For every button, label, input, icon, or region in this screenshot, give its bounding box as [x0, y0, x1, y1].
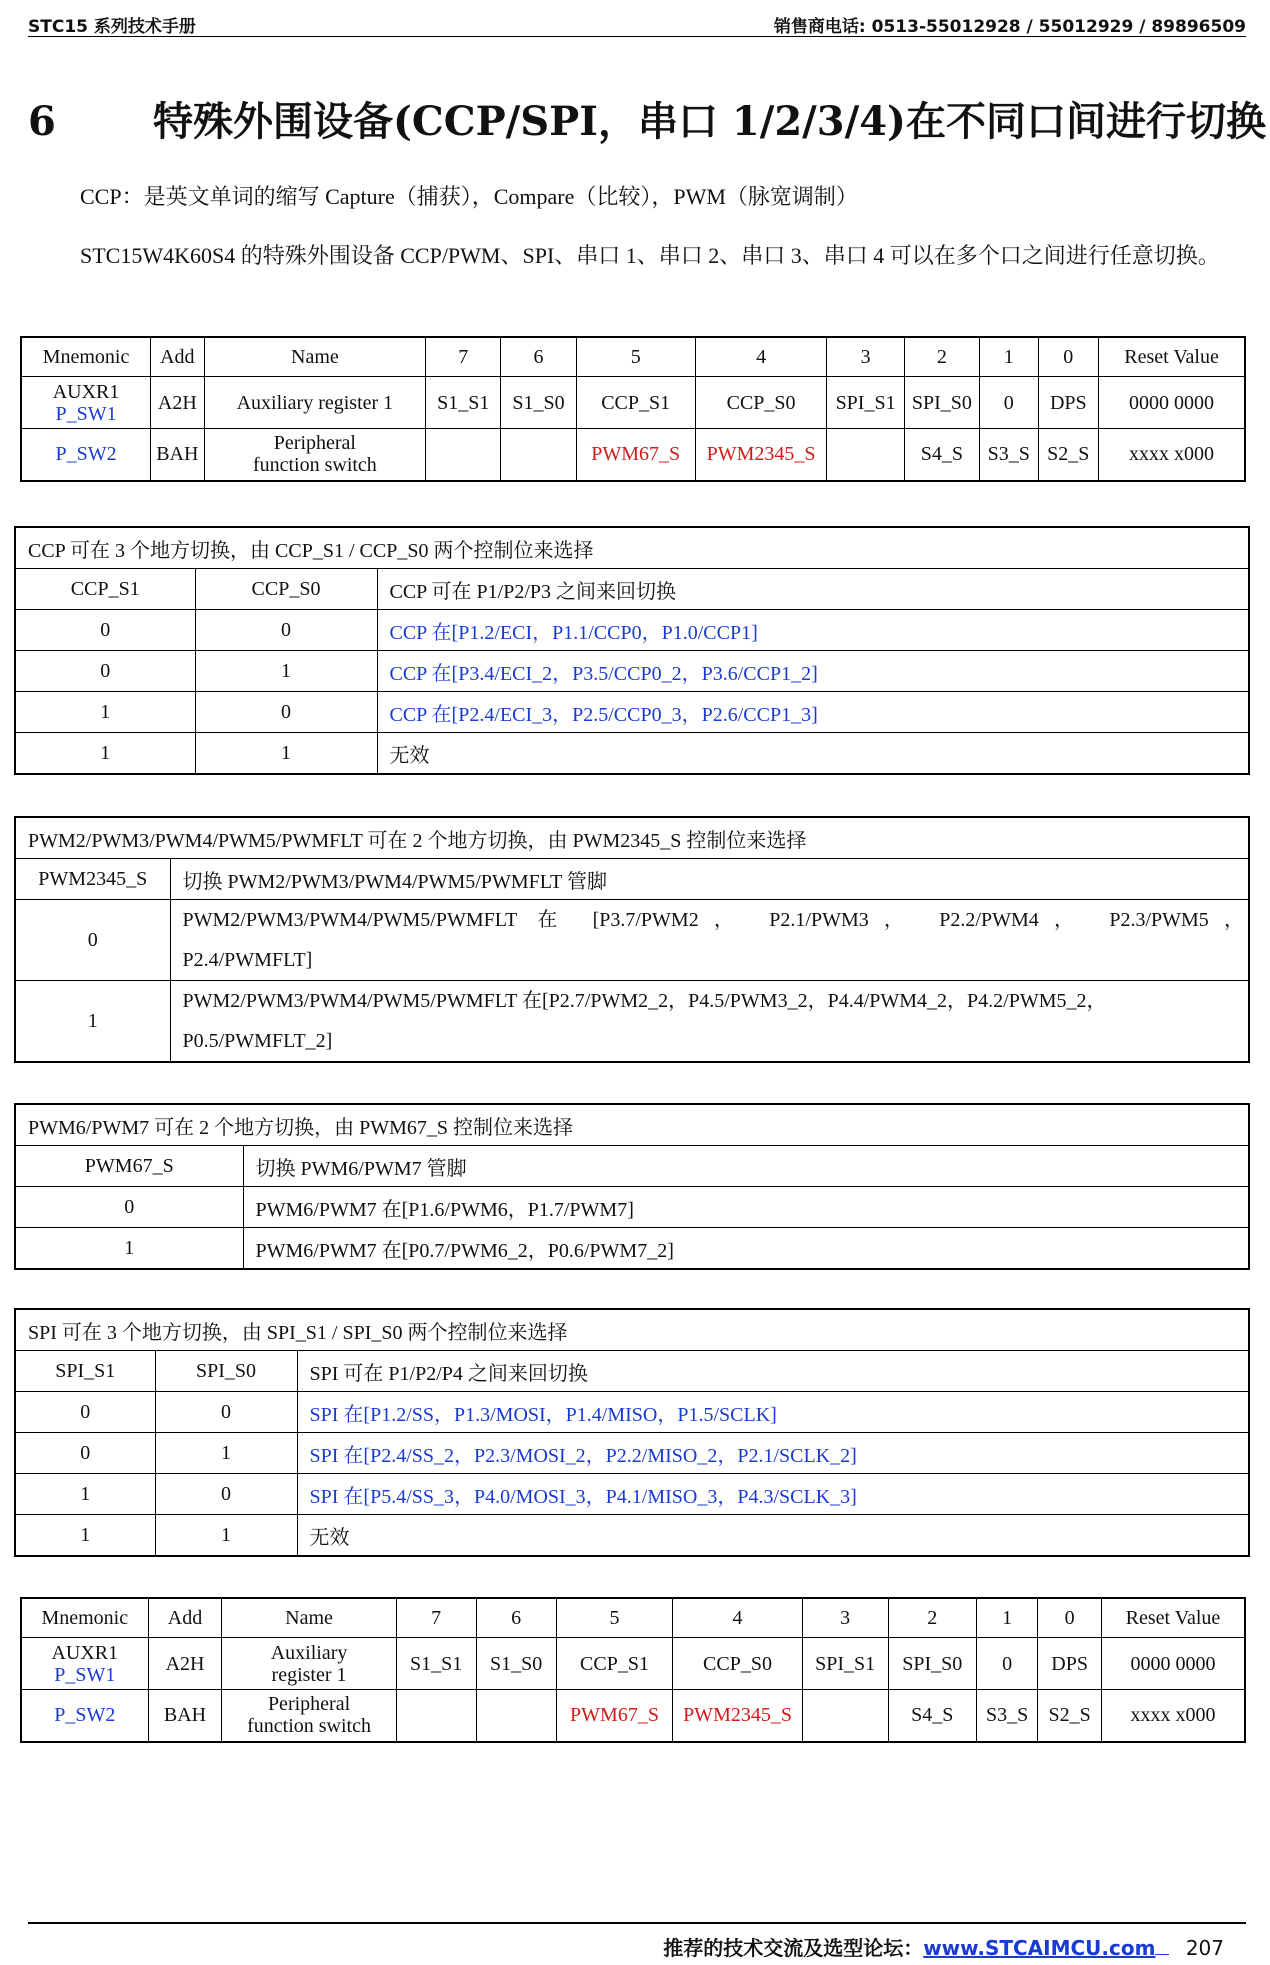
cell: 0 [195, 610, 377, 651]
bit-cell: 0 [976, 1638, 1038, 1690]
cell: PWM6/PWM7 在[P1.6/PWM6，P1.7/PWM7] [243, 1187, 1249, 1228]
col-name: Name [222, 1598, 396, 1638]
bit-cell: S4_S [904, 429, 979, 481]
address-cell: BAH [148, 1690, 222, 1742]
bit-cell: S1_S1 [396, 1638, 476, 1690]
address-cell: BAH [151, 429, 205, 481]
address-cell: A2H [148, 1638, 222, 1690]
reset-cell: xxxx x000 [1099, 429, 1245, 481]
bit-cell [501, 429, 576, 481]
bit-cell: CCP_S1 [576, 377, 695, 429]
cell: 无效 [377, 733, 1249, 775]
mnemonic-cell [21, 377, 151, 429]
cell: 1 [15, 1228, 243, 1270]
address-cell: A2H [151, 377, 205, 429]
col-reset: Reset Value [1099, 337, 1245, 377]
pin-line: PWM2/PWM3/PWM4/PWM5/PWMFLT 在[P2.7/PWM2_2，P4.5/PWM3_2，P4.4/PWM4_2，P4.2/PWM5_2， [182, 990, 1107, 1012]
header-cell: 切换 PWM2/PWM3/PWM4/PWM5/PWMFLT 管脚 [170, 859, 1249, 900]
bit-cell: SPI_S0 [888, 1638, 976, 1690]
col-name: Name [204, 337, 426, 377]
page-header [28, 10, 1246, 37]
cell: 0 [155, 1474, 297, 1515]
register-row-p-sw2 [21, 1690, 1245, 1742]
forum-link[interactable]: www.STCAIMCU.com [923, 1936, 1156, 1960]
bit-cell: CCP_S0 [673, 1638, 802, 1690]
mnemonic-p-sw1: P_SW1 [55, 402, 117, 425]
pwm2345-switch-table [14, 816, 1250, 1063]
name-line: Peripheral [273, 432, 356, 455]
col-add: Add [151, 337, 205, 377]
table-caption: CCP 可在 3 个地方切换，由 CCP_S1 / CCP_S0 两个控制位来选择 [15, 527, 1249, 569]
col-bit5: 5 [576, 337, 695, 377]
register-header-row [21, 337, 1245, 377]
register-row-auxr1 [21, 377, 1245, 429]
cell: 1 [15, 1515, 155, 1557]
bit-cell [802, 1690, 888, 1742]
manual-title: STC15 系列技术手册 [28, 17, 196, 37]
table-header-row [15, 569, 1249, 610]
bit-cell [476, 1690, 556, 1742]
col-bit0: 0 [1038, 337, 1099, 377]
bit-cell: DPS [1038, 1638, 1102, 1690]
reset-cell: xxxx x000 [1101, 1690, 1245, 1742]
section-number: 6 [28, 98, 56, 145]
header-cell: CCP 可在 P1/P2/P3 之间来回切换 [377, 569, 1249, 610]
header-cell: CCP_S0 [195, 569, 377, 610]
col-bit6: 6 [501, 337, 576, 377]
register-row-auxr1 [21, 1638, 1245, 1690]
cell: SPI 在[P2.4/SS_2，P2.3/MOSI_2，P2.2/MISO_2，P2.1/SCLK_2] [297, 1433, 1249, 1474]
col-bit3: 3 [802, 1598, 888, 1638]
cell: CCP 在[P1.2/ECI，P1.1/CCP0，P1.0/CCP1] [377, 610, 1249, 651]
ccp-switch-table [14, 526, 1250, 775]
cell: CCP 在[P3.4/ECI_2，P3.5/CCP0_2，P3.6/CCP1_2] [377, 651, 1249, 692]
bit-cell: SPI_S1 [802, 1638, 888, 1690]
bit-cell: SPI_S0 [904, 377, 979, 429]
bit-cell: DPS [1038, 377, 1099, 429]
bit-cell: S2_S [1038, 429, 1099, 481]
cell: 0 [15, 610, 195, 651]
table-header-row [15, 1351, 1249, 1392]
table-row [15, 733, 1249, 775]
reset-cell: 0000 0000 [1099, 377, 1245, 429]
table-row [15, 610, 1249, 651]
col-mnemonic: Mnemonic [21, 1598, 148, 1638]
cell: 0 [15, 1392, 155, 1433]
table-header-row [15, 859, 1249, 900]
cell [170, 900, 1249, 981]
cell: 1 [195, 733, 377, 775]
ccp-definition: CCP：是英文单词的缩写 Capture（捕获），Compare（比较），PWM（脉宽调制） [80, 184, 858, 209]
mnemonic-cell: P_SW2 [21, 429, 151, 481]
cell: PWM6/PWM7 在[P0.7/PWM6_2，P0.6/PWM7_2] [243, 1228, 1249, 1270]
bit-cell: PWM2345_S [695, 429, 827, 481]
header-cell: SPI 可在 P1/P2/P4 之间来回切换 [297, 1351, 1249, 1392]
col-reset: Reset Value [1101, 1598, 1245, 1638]
name-line: Auxiliary [270, 1641, 348, 1664]
page-footer [28, 1922, 1246, 1960]
bit-cell: S4_S [888, 1690, 976, 1742]
col-bit3: 3 [827, 337, 904, 377]
header-cell: SPI_S0 [155, 1351, 297, 1392]
col-bit2: 2 [904, 337, 979, 377]
table-row [15, 1392, 1249, 1433]
bit-cell: CCP_S0 [695, 377, 827, 429]
bit-cell: S1_S0 [501, 377, 576, 429]
section-title [28, 90, 1266, 147]
cell: 0 [195, 692, 377, 733]
cell: 1 [15, 981, 170, 1063]
bit-cell: S2_S [1038, 1690, 1102, 1742]
name-line: function switch [247, 1715, 371, 1738]
register-table-repeat [20, 1597, 1246, 1743]
col-bit6: 6 [476, 1598, 556, 1638]
intro-paragraph: STC15W4K60S4 的特殊外围设备 CCP/PWM、SPI、串口 1、串口 2、串口 3、串口 4 可以在多个口之间进行任意切换。 [80, 243, 1220, 268]
table-row [15, 1433, 1249, 1474]
col-bit1: 1 [979, 337, 1038, 377]
bit-cell: S1_S1 [426, 377, 501, 429]
table-caption: PWM6/PWM7 可在 2 个地方切换，由 PWM67_S 控制位来选择 [15, 1104, 1249, 1146]
bit-cell: S3_S [976, 1690, 1038, 1742]
table-row [15, 900, 1249, 981]
register-header-row [21, 1598, 1245, 1638]
bit-cell: PWM2345_S [673, 1690, 802, 1742]
name-cell [222, 1690, 396, 1742]
table-row [15, 1187, 1249, 1228]
cell: 1 [195, 651, 377, 692]
bit-cell: CCP_S1 [556, 1638, 673, 1690]
name-cell [222, 1638, 396, 1690]
col-add: Add [148, 1598, 222, 1638]
col-bit0: 0 [1038, 1598, 1102, 1638]
name-cell [204, 429, 426, 481]
col-bit7: 7 [396, 1598, 476, 1638]
cell: 0 [15, 1433, 155, 1474]
page-number: 207 [1185, 1936, 1224, 1960]
cell: 0 [155, 1392, 297, 1433]
mnemonic-auxr1: AUXR1 [52, 380, 120, 403]
table-caption: PWM2/PWM3/PWM4/PWM5/PWMFLT 可在 2 个地方切换，由 PWM2345_S 控制位来选择 [15, 817, 1249, 859]
table-header-row [15, 1146, 1249, 1187]
cell: 0 [15, 900, 170, 981]
section-title-text: 特殊外围设备(CCP/SPI，串口 1/2/3/4)在不同口间进行切换 [153, 98, 1266, 145]
bit-cell: S3_S [979, 429, 1038, 481]
pin-line: P0.5/PWMFLT_2] [182, 1030, 333, 1052]
name-line: function switch [252, 454, 377, 477]
col-bit4: 4 [673, 1598, 802, 1638]
name-cell: Auxiliary register 1 [204, 377, 426, 429]
reset-cell: 0000 0000 [1101, 1638, 1245, 1690]
bit-cell [827, 429, 904, 481]
bit-cell [396, 1690, 476, 1742]
table-caption: SPI 可在 3 个地方切换，由 SPI_S1 / SPI_S0 两个控制位来选择 [15, 1309, 1249, 1351]
bit-cell: 0 [979, 377, 1038, 429]
cell: 无效 [297, 1515, 1249, 1557]
cell: 1 [155, 1515, 297, 1557]
col-bit7: 7 [426, 337, 501, 377]
forum-label: 推荐的技术交流及选型论坛： [663, 1936, 924, 1960]
mnemonic-cell: P_SW2 [21, 1690, 148, 1742]
mnemonic-auxr1: AUXR1 [51, 1641, 119, 1664]
cell: 1 [15, 692, 195, 733]
pin-line: PWM2/PWM3/PWM4/PWM5/PWMFLT 在 [P3.7/PWM2， P2.1/PWM3， P2.2/PWM4， P2.3/PWM5， [182, 909, 1244, 931]
bit-cell [426, 429, 501, 481]
cell: 1 [155, 1433, 297, 1474]
pwm67-switch-table [14, 1103, 1250, 1270]
register-row-p-sw2 [21, 429, 1245, 481]
cell: CCP 在[P2.4/ECI_3，P2.5/CCP0_3，P2.6/CCP1_3] [377, 692, 1249, 733]
col-mnemonic: Mnemonic [21, 337, 151, 377]
table-row [15, 1228, 1249, 1270]
sales-phone: 销售商电话: 0513-55012928 / 55012929 / 89896509 [773, 17, 1246, 37]
col-bit5: 5 [556, 1598, 673, 1638]
header-cell: SPI_S1 [15, 1351, 155, 1392]
mnemonic-cell [21, 1638, 148, 1690]
header-cell: PWM2345_S [15, 859, 170, 900]
table-row [15, 981, 1249, 1063]
mnemonic-p-sw1: P_SW1 [54, 1663, 116, 1686]
bit-cell: PWM67_S [576, 429, 695, 481]
table-row [15, 1515, 1249, 1557]
name-line: Peripheral [267, 1693, 351, 1716]
col-bit1: 1 [976, 1598, 1038, 1638]
col-bit2: 2 [888, 1598, 976, 1638]
table-row [15, 1474, 1249, 1515]
cell: 1 [15, 1474, 155, 1515]
header-cell: PWM67_S [15, 1146, 243, 1187]
col-bit4: 4 [695, 337, 827, 377]
bit-cell: S1_S0 [476, 1638, 556, 1690]
footer-content [663, 1932, 1224, 1961]
register-table [20, 336, 1246, 482]
table-row [15, 692, 1249, 733]
spi-switch-table [14, 1308, 1250, 1557]
cell: SPI 在[P5.4/SS_3，P4.0/MOSI_3，P4.1/MISO_3，P4.3/SCLK_3] [297, 1474, 1249, 1515]
cell: 1 [15, 733, 195, 775]
bit-cell: PWM67_S [556, 1690, 673, 1742]
header-cell: 切换 PWM6/PWM7 管脚 [243, 1146, 1249, 1187]
table-row [15, 651, 1249, 692]
header-cell: CCP_S1 [15, 569, 195, 610]
cell [170, 981, 1249, 1063]
pin-line: P2.4/PWMFLT] [182, 949, 313, 971]
name-line: register 1 [271, 1663, 347, 1686]
cell: 0 [15, 1187, 243, 1228]
bit-cell: SPI_S1 [827, 377, 904, 429]
cell: 0 [15, 651, 195, 692]
cell: SPI 在[P1.2/SS，P1.3/MOSI，P1.4/MISO，P1.5/SCLK] [297, 1392, 1249, 1433]
